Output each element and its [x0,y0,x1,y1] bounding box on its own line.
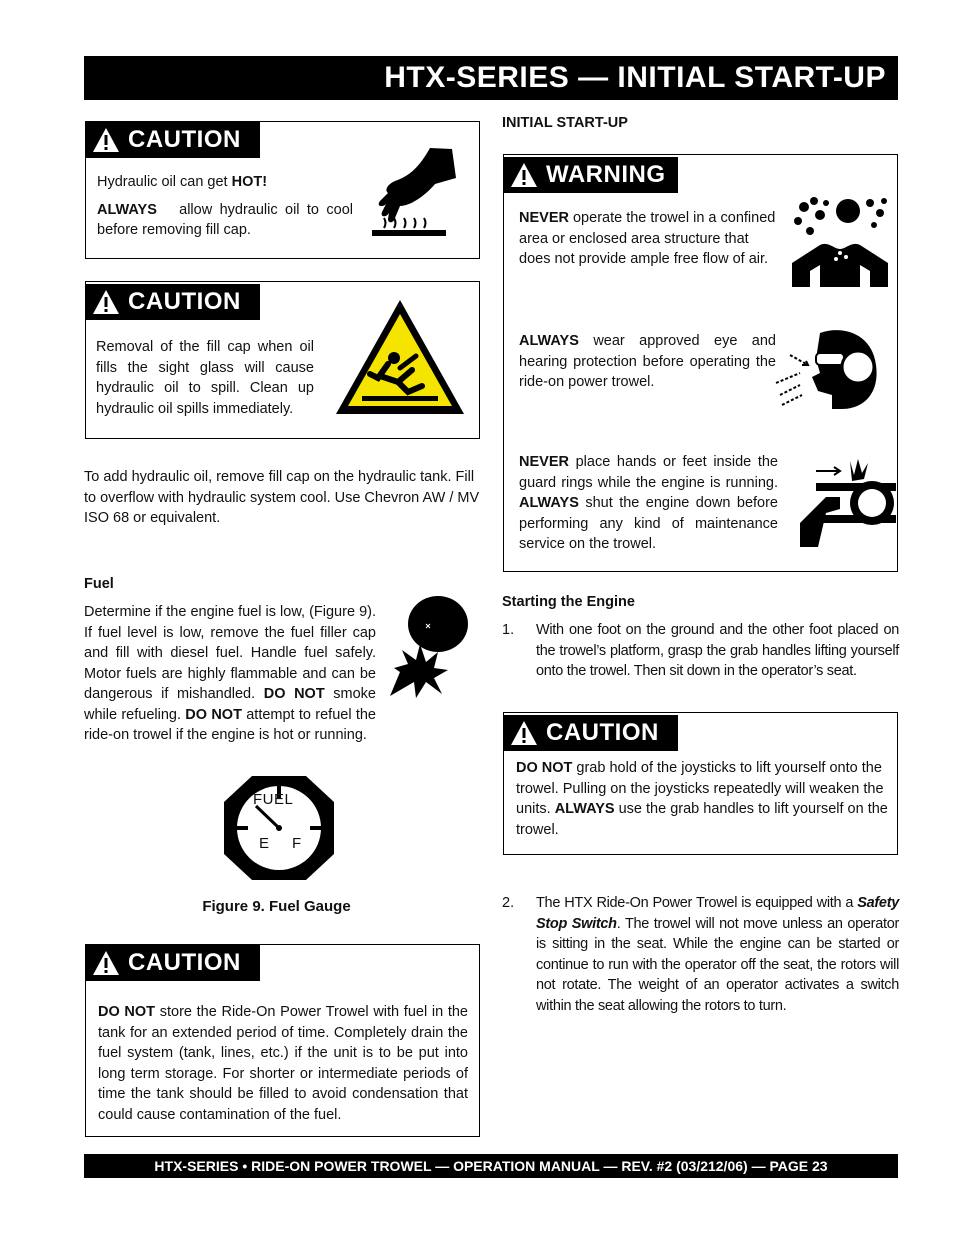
caution-line: grab hold of the joysticks to lift yourself onto the trowel. Pulling on the joysticks repeatedly will weaken the units. [516,760,884,817]
caution-line: use the grab handles to lift yourself on the trowel. [516,801,888,838]
step-2 [502,893,899,1016]
warning-triangle-icon [504,157,544,193]
caution-text [97,172,353,241]
step-text-part: The HTX Ride-On Power Trowel is equipped with a [536,895,858,911]
warning-triangle-icon [504,715,544,751]
step-text-part: . The trowel will not move unless an operator is sitting in the seat. While the engine can be started or continue to run with the operator off the seat, the rotors will not rotate. The weight of an operator activates a switch within the seat allowing the rotors to turn. [536,915,899,1014]
warning-banner [504,157,678,193]
section-heading: INITIAL START-UP [502,115,628,131]
fuel-paragraph [84,602,376,746]
warning-text: wear approved eye and hearing protection before operating the ride-on power trowel. [519,333,776,390]
page-title: HTX-SERIES — INITIAL START-UP [384,61,886,94]
caution-label: CAUTION [128,126,241,153]
eye-ear-protection-icon [772,325,884,416]
gauge-full-label: F [292,835,302,852]
warning-triangle-icon [86,122,126,158]
caution-label: CAUTION [128,288,241,315]
slip-hazard-icon [332,296,468,423]
do-not-emphasis: DO NOT [185,706,242,723]
warning-item-guard-rings [519,452,778,555]
warning-text: operate the trowel in a confined area or enclosed area structure that does not provide ample free flow of air. [519,210,776,267]
never-emphasis: NEVER [519,454,569,470]
caution-line: store the Ride-On Power Trowel with fuel in the tank for an extended period of time. Completely drain the fuel system (tank, lines, etc.) if the unit is to be put into long term storage. For shorter or intermediate periods of time the tank should be filled to avoid condensation that could cause contamination of the fuel. [98,1004,468,1123]
gauge-empty-label: E [259,835,270,852]
always-emphasis: ALWAYS [97,201,157,218]
caution-banner [86,122,260,158]
page-footer [84,1154,898,1178]
caution-banner [504,715,678,751]
caution-banner [86,945,260,981]
caution-label: CAUTION [128,949,241,976]
fuel-gauge-figure [222,774,336,887]
caution-text [516,758,888,840]
always-emphasis: ALWAYS [519,495,579,511]
footer-text: HTX-SERIES • RIDE-ON POWER TROWEL — OPERATION MANUAL — REV. #2 (03/212/06) — PAGE 23 [154,1158,828,1174]
warning-item-protection [519,331,776,393]
fuel-heading: Fuel [84,576,114,592]
hot-emphasis: HOT! [231,174,268,190]
figure-caption: Figure 9. Fuel Gauge [202,898,351,915]
do-not-emphasis: DO NOT [516,760,573,776]
fumes-hazard-icon [790,193,890,294]
warning-triangle-icon [86,945,126,981]
always-emphasis: ALWAYS [554,801,615,817]
hand-guard-hazard-icon [796,453,896,558]
starting-engine-heading: Starting the Engine [502,594,635,610]
caution-box-fuel-storage [85,944,480,1137]
warning-label: WARNING [546,161,666,188]
caution-line: Hydraulic oil can get [97,174,232,190]
always-emphasis: ALWAYS [519,333,579,349]
hot-surface-hand-icon [370,146,460,251]
step-number: 1. [502,622,515,638]
caution-label: CAUTION [546,719,659,746]
never-emphasis: NEVER [519,210,569,226]
step-1 [502,620,899,682]
warning-box [503,154,898,572]
caution-text: Removal of the fill cap when oil fills the sight glass will cause hydraulic oil to spill. Clean up hydraulic oil spills immediately. [96,339,314,417]
page-title-bar [84,56,898,100]
fuel-text: smoke while refueling. [84,686,376,723]
warning-text: place hands or feet inside the guard rings while the engine is running. [519,454,778,491]
caution-text [98,1002,468,1125]
warning-triangle-icon [86,284,126,320]
fuel-text: Determine if the engine fuel is low, (Figure 9). If fuel level is low, remove the fuel filler cap and fill with diesel fuel. Handle fuel safely. Motor fuels are highly flammable and can be dangerous if mishandled. [84,604,376,702]
step-text: With one foot on the ground and the other foot placed on the trowel’s platform, grasp the grab handles lifting yourself onto the trowel. Then sit down in the operator’s seat. [536,622,899,679]
caution-line: allow hydraulic oil to cool before removing fill cap. [97,201,354,238]
gauge-label: FUEL [253,791,294,808]
fire-explosion-icon [386,594,470,709]
warning-text: shut the engine down before performing any kind of maintenance service on the trowel. [519,495,778,552]
step-number: 2. [502,895,515,911]
fuel-text: attempt to refuel the ride-on trowel if the engine is hot or running. [84,706,376,743]
do-not-emphasis: DO NOT [98,1004,156,1020]
caution-box-hot-oil [85,121,480,259]
step-text [536,893,899,1016]
do-not-emphasis: DO NOT [263,686,325,702]
hydraulic-oil-paragraph: To add hydraulic oil, remove fill cap on the hydraulic tank. Fill to overflow with hydraulic system cool. Use Chevron AW / MV ISO 68 or equivalent. [84,469,480,526]
warning-item-confined-area [519,208,783,270]
caution-box-fill-cap [85,281,480,439]
caution-box-joysticks [503,712,898,855]
caution-banner [86,284,260,320]
safety-stop-switch-emphasis: Safety Stop Switch [536,895,899,932]
